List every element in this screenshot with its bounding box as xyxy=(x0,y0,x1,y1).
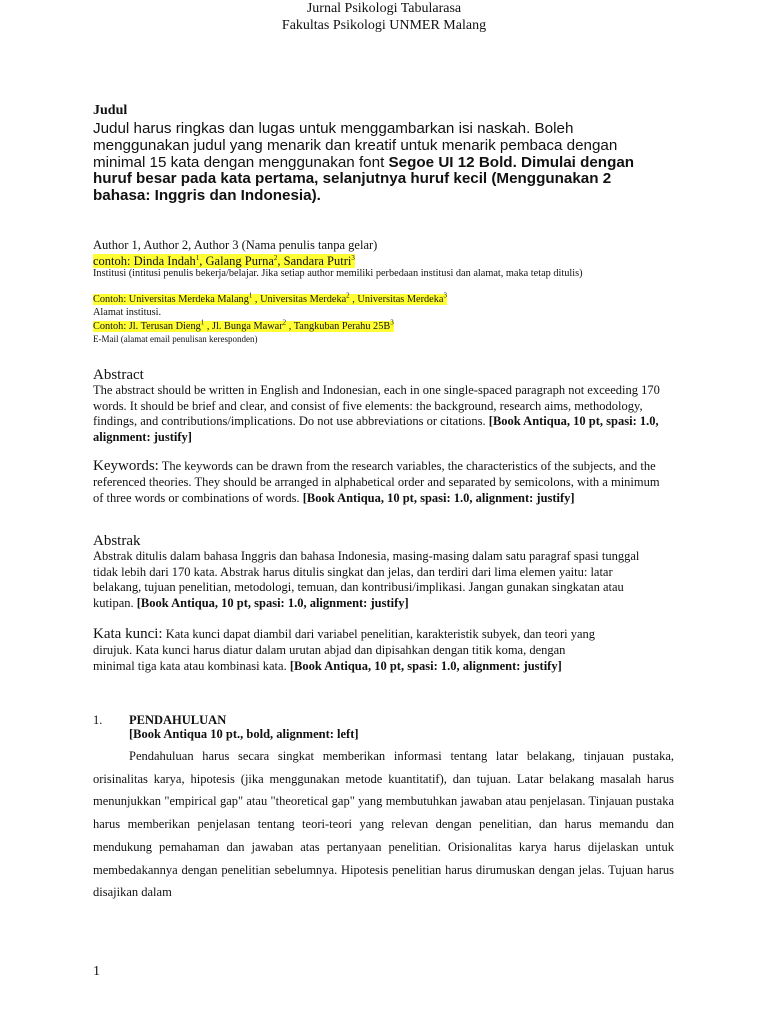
keywords-spec: [Book Antiqua, 10 pt, spasi: 1.0, alignment: justify] xyxy=(302,490,575,505)
abstract-body: The abstract should be written in English and Indonesian, each in one single-spaced paragraph not exceeding 170 words. It should be brief and clear, and consist of five elements: the background, research aims, methodology, findings, and contributions/implications. Do not use abbreviations or citations. [Book Antiqua, 10 pt, spasi: 1.0, alignment: justify] xyxy=(93,383,660,444)
abstract-spec: [Book Antiqua, 10 pt, spasi: 1.0, alignment: justify] xyxy=(93,414,659,444)
email-note: E-Mail (alamat email penulisan keresponden) xyxy=(93,334,258,344)
introduction-body xyxy=(93,745,674,904)
kata-kunci-block: Kata kunci: Kata kunci dapat diambil dari variabel penelitian, karakteristik subyek, dan teori yang dirujuk. Kata kunci harus diatur dalam urutan abjad dan dipisahkan dengan titik koma, dengan minimal tiga kata atau kombinasi kata. [Book Antiqua, 10 pt, spasi: 1.0, alignment: justify] xyxy=(93,626,596,673)
journal-name: Jurnal Psikologi Tabularasa xyxy=(306,1,462,16)
author-line: Author 1, Author 2, Author 3 (Nama penulis tanpa gelar) xyxy=(93,238,378,252)
section-heading: PENDAHULUAN xyxy=(129,713,227,727)
author-example-2: Galang Purna xyxy=(205,254,274,268)
institution-note: Institusi (intitusi penulis bekerja/belajar. Jika setiap author memiliki perbedaan institusi dan alamat, maka tetap ditulis) xyxy=(93,268,583,279)
keywords-heading: Keywords: xyxy=(93,458,159,474)
address-note: Alamat institusi. xyxy=(93,307,162,318)
institution-example: Contoh: Universitas Merdeka Malang$^1$ , Universitas Merdeka$^2$ , Universitas Merdeka$^3$ xyxy=(93,291,447,305)
section-heading-spec: [Book Antiqua 10 pt., bold, alignment: left] xyxy=(129,727,359,741)
abstract-heading: Abstract xyxy=(93,367,144,383)
abstrak-body: Abstrak ditulis dalam bahasa Inggris dan bahasa Indonesia, masing-masing dalam satu paragraf spasi tunggal tidak lebih dari 170 kata. Abstrak harus ditulis singkat dan jelas, dan terdiri dari lima elemen yaitu: latar belakang, tujuan penelitian, metodologi, temuan, dan kontribusi/implikasi. Jangan gunakan singkatan atau kutipan. [Book Antiqua, 10 pt, spasi: 1.0, alignment: justify] xyxy=(93,549,640,610)
introduction-paragraph: Pendahuluan harus secara singkat memberikan informasi tentang latar belakang, tinjauan pustaka, orisinalitas karya, hipotesis (jika menggunakan metode kuantitatif), dan tujuan. Latar belakang masalah harus menunjukkan "empirical gap" atau "theoretical gap" yang membutuhkan jawaban atau penjelasan. Tinjauan pustaka harus memberikan penjelasan tentang teori-teori yang relevan dengan penelitian, dan harus memandu dan mendukung pemahaman dan jawaban atas pertanyaan penelitian. Orisionalitas karya harus dijelaskan untuk membedakannya dengan penelitian sebelumnya. Hipotesis penelitian harus dirumuskan dengan jelas. Tujuan harus disajikan dalam xyxy=(93,749,674,900)
keywords-block: Keywords: The keywords can be drawn from the research variables, the characteristics of the subjects, and the referenced theories. They should be arranged in alphabetical order and separated by semicolons, with a minimum of three words or combinations of words. [Book Antiqua, 10 pt, spasi: 1.0, alignment: justify] xyxy=(93,458,660,505)
author-example-3: Sandara Putri xyxy=(283,254,352,268)
section-number: 1. xyxy=(93,713,103,727)
title-instructions xyxy=(93,121,668,205)
abstrak-spec: [Book Antiqua, 10 pt, spasi: 1.0, alignment: justify] xyxy=(136,595,409,610)
page-number: 1 xyxy=(93,964,100,979)
author-example-1: contoh: Dinda Indah xyxy=(93,254,196,268)
title-label: Judul xyxy=(93,103,128,118)
address-example: Contoh: Jl. Terusan Dieng$^1$ , Jl. Bunga Mawar$^2$ , Tangkuban Perahu $25B^3$ xyxy=(93,318,394,332)
faculty-name: Fakultas Psikologi UNMER Malang xyxy=(281,18,487,33)
kata-kunci-spec: [Book Antiqua, 10 pt, spasi: 1.0, alignment: justify] xyxy=(289,658,562,673)
title-instructions-bold: Segoe UI 12 Bold. Dimulai dengan huruf besar pada kata pertama, selanjutnya huruf kecil (Menggunakan 2 bahasa: Inggris dan Indonesia). xyxy=(93,153,635,205)
abstrak-heading: Abstrak xyxy=(93,533,141,549)
kata-kunci-heading: Kata kunci: xyxy=(93,626,163,642)
title-instructions-plain: Judul harus ringkas dan lugas untuk menggambarkan isi naskah. Boleh menggunakan judul yang menarik dan kreatif untuk menarik pembaca dengan minimal 15 kata dengan menggunakan font xyxy=(93,120,618,171)
author-example: contoh: Dinda Indah$^1$, Galang Purna$^2$, Sandara Putri$^3$ xyxy=(93,253,355,268)
